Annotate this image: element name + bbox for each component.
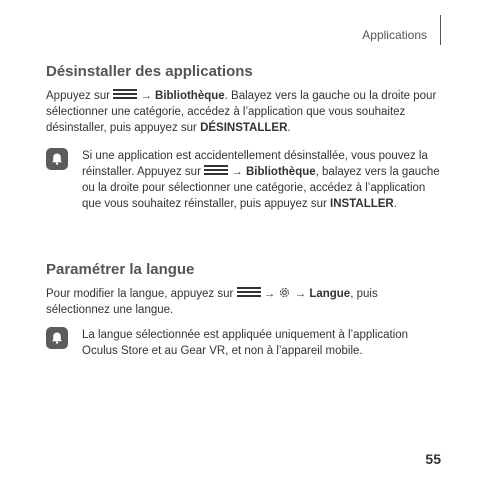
header-section-label: Applications xyxy=(362,28,427,42)
uninstall-text-pre: Appuyez sur xyxy=(46,90,114,102)
menu-icon xyxy=(237,286,261,298)
uninstall-text-mid: . Balayez vers la gauche ou la droite pour sélectionner une catégorie, accédez à l’application que vous souhaitez désinstaller, puis appuyez sur xyxy=(46,90,437,134)
menu-icon xyxy=(113,88,137,100)
install-button-label: INSTALLER xyxy=(330,198,394,210)
note-icon xyxy=(46,148,68,170)
library-label: Bibliothèque xyxy=(246,166,316,178)
language-text-pre: Pour modifier la langue, appuyez sur xyxy=(46,288,237,300)
arrow-text: → xyxy=(263,288,279,300)
language-paragraph xyxy=(46,286,438,318)
page-number: 55 xyxy=(425,451,441,467)
uninstall-text-end: . xyxy=(287,122,291,134)
library-label: Bibliothèque xyxy=(155,90,225,102)
uninstall-paragraph xyxy=(46,88,438,136)
langue-label: Langue xyxy=(309,288,351,300)
language-text-end: , puis sélectionnez une langue. xyxy=(46,288,378,316)
arrow-text: → xyxy=(294,288,310,300)
note-icon xyxy=(46,327,68,349)
arrow-text: → xyxy=(140,90,156,102)
language-title: Paramétrer la langue xyxy=(46,261,195,278)
note-text-end: . xyxy=(393,198,397,210)
note-text-pre: Si une application est accidentellement désinstallée, vous pouvez la réinstaller. Appuyez sur xyxy=(82,150,428,178)
arrow-text: → xyxy=(231,166,246,178)
language-note-text: La langue sélectionnée est appliquée uniquement à l’application Oculus Store et au Gear VR, et non à l’appareil mobile. xyxy=(82,329,409,357)
gear-icon xyxy=(278,286,291,299)
header-divider xyxy=(440,15,441,45)
note-text-mid: , balayez vers la gauche ou la droite pour sélectionner une catégorie, accédez à l’application que vous souhaitez réinstaller, puis appuyez sur xyxy=(82,166,440,210)
uninstall-title: Désinstaller des applications xyxy=(46,63,253,80)
menu-icon xyxy=(204,164,228,176)
uninstall-button-label: DÉSINSTALLER xyxy=(200,122,288,134)
